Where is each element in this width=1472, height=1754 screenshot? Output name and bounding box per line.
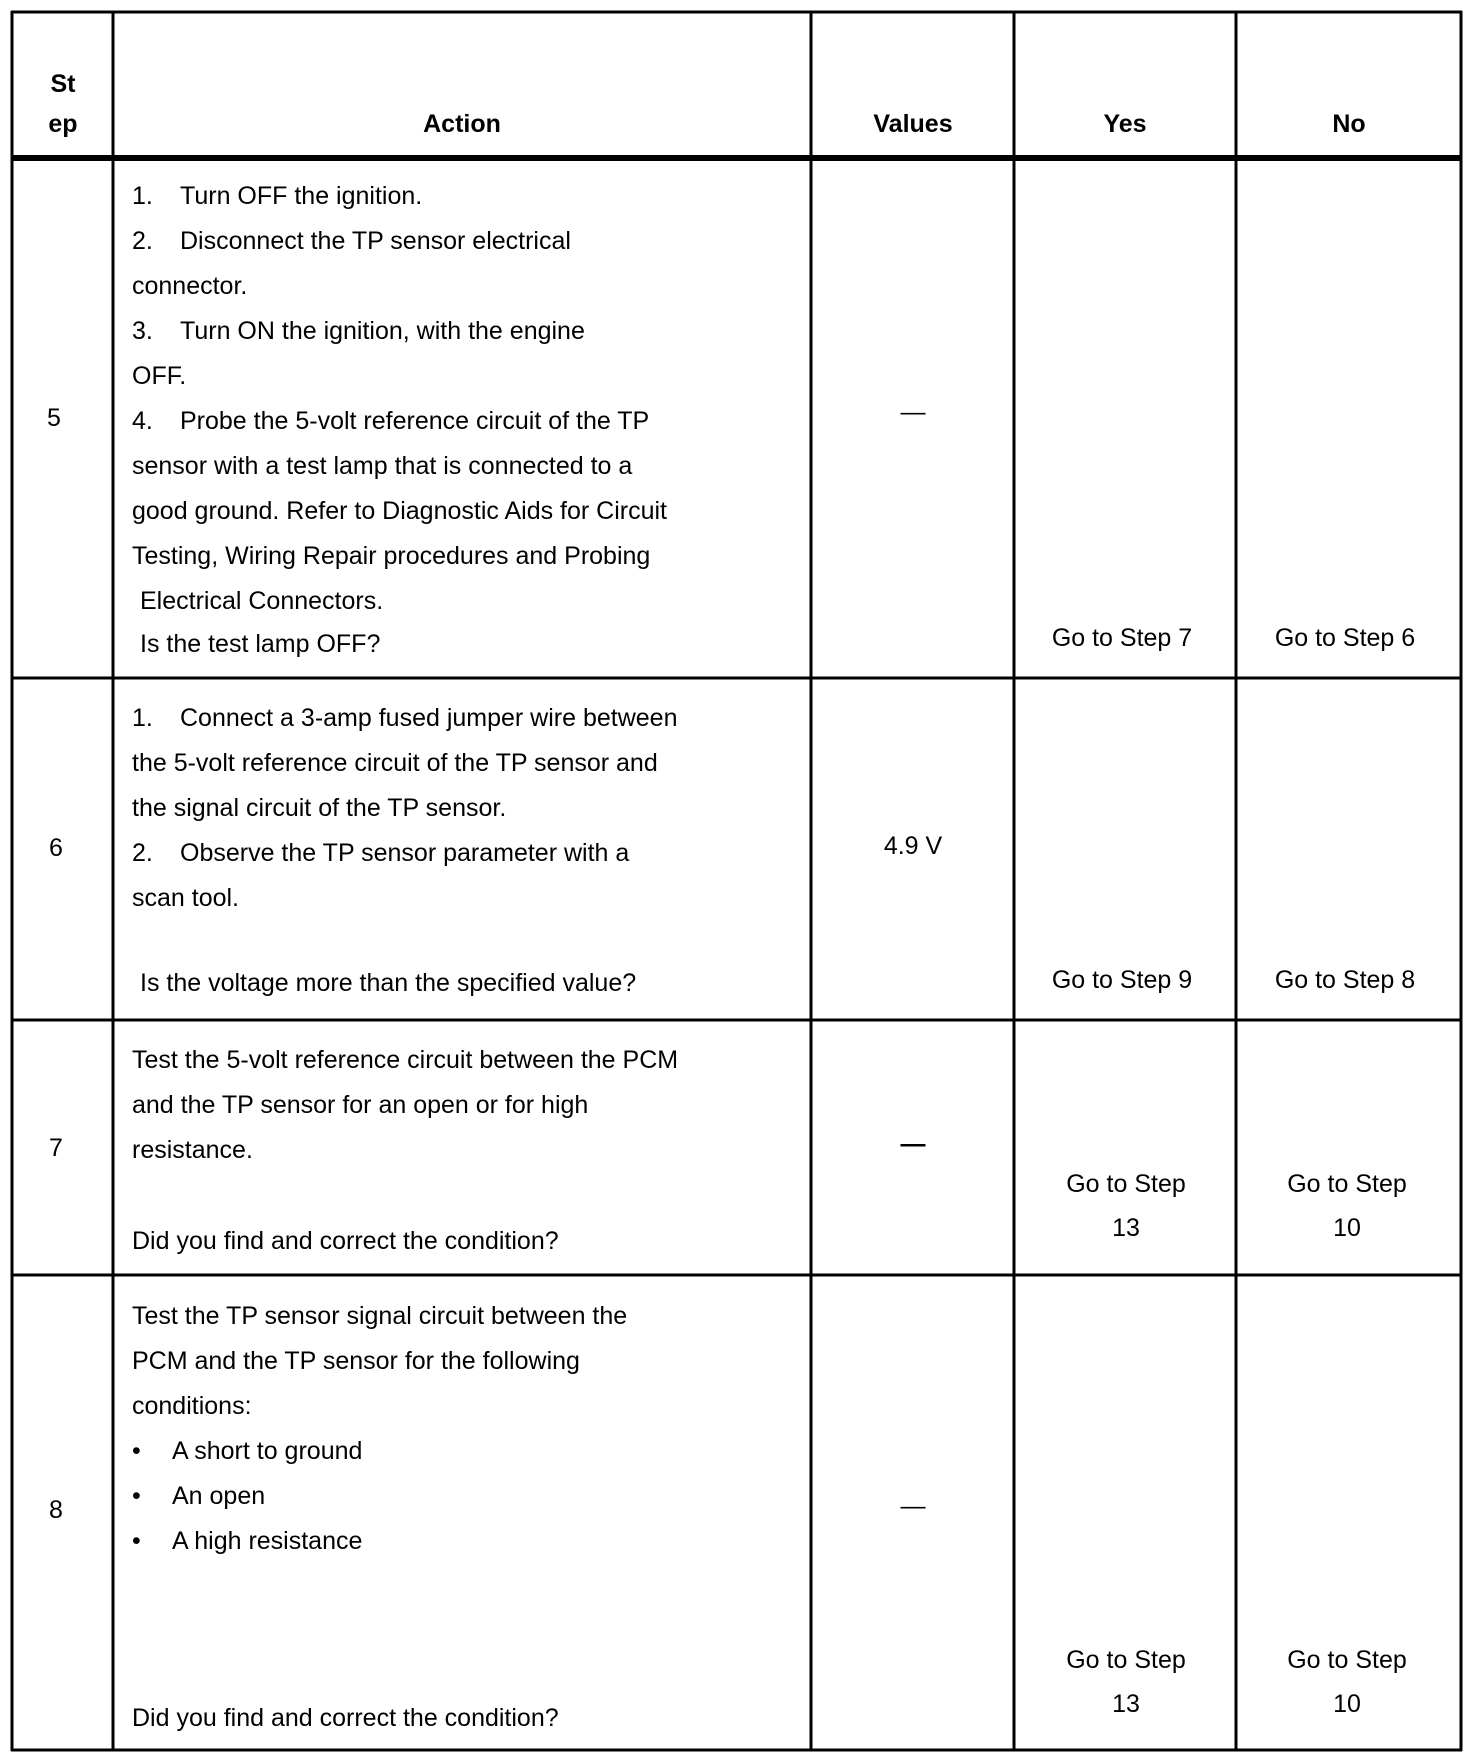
list-item-continued: connector. [132, 272, 248, 300]
action-text [132, 174, 667, 664]
list-item: 2. Observe the TP sensor parameter with a [132, 839, 630, 867]
header-values: Values [873, 110, 953, 138]
bullet-item: • A high resistance [132, 1527, 363, 1555]
bullet-item: • An open [132, 1482, 266, 1510]
step-number: 6 [49, 834, 63, 862]
list-item-continued: the signal circuit of the TP sensor. [132, 794, 507, 822]
list-item: 1. Connect a 3-amp fused jumper wire between [132, 704, 678, 732]
header-yes: Yes [1103, 110, 1147, 138]
no-goto: Go to Step 8 [1274, 966, 1416, 994]
no-goto: Go to Step 6 [1274, 624, 1416, 652]
header-action: Action [423, 110, 501, 138]
list-item-continued: Electrical Connectors. [140, 587, 384, 615]
list-item-continued: scan tool. [132, 884, 240, 912]
no-goto: Go to Step 10 [1287, 1170, 1407, 1242]
list-item-continued: OFF. [132, 362, 187, 390]
list-item-continued: the 5-volt reference circuit of the TP sensor and [132, 749, 658, 777]
question-text: Did you find and correct the condition? [132, 1227, 559, 1255]
action-text: Test the 5-volt reference circuit between the PCM and the TP sensor for an open or for high resistance. Did you find and correct the condition? [132, 1038, 678, 1261]
value-cell: — [900, 1130, 926, 1158]
value-cell: — [900, 1492, 926, 1520]
list-item: 2. Disconnect the TP sensor electrical [132, 227, 571, 255]
value-cell: — [900, 398, 926, 426]
step-number: 5 [47, 404, 61, 432]
value-cell: 4.9 V [883, 832, 943, 860]
list-item-continued: Testing, Wiring Repair procedures and Probing [132, 542, 651, 570]
action-text: Test the TP sensor signal circuit between the PCM and the TP sensor for the following conditions: • A short to ground • An open • A high resistance [132, 1294, 627, 1564]
header-no: No [1332, 110, 1366, 138]
list-item: 4. Probe the 5-volt reference circuit of the TP [132, 407, 650, 435]
yes-goto: Go to Step 9 [1051, 966, 1193, 994]
list-item: 3. Turn ON the ignition, with the engine [132, 317, 585, 345]
action-text [132, 696, 678, 1003]
list-item-continued: good ground. Refer to Diagnostic Aids for Circuit [132, 497, 667, 525]
question-text: Did you find and correct the condition? [132, 1704, 559, 1732]
yes-goto: Go to Step 13 [1066, 1646, 1186, 1718]
no-goto: Go to Step 10 [1287, 1646, 1407, 1718]
yes-goto: Go to Step 13 [1066, 1170, 1186, 1242]
header-step: St ep [48, 70, 78, 138]
step-number: 7 [49, 1134, 63, 1162]
step-number: 8 [49, 1496, 63, 1524]
list-item: 1. Turn OFF the ignition. [132, 182, 423, 210]
list-item-continued: sensor with a test lamp that is connected to a [132, 452, 633, 480]
question-text: Is the test lamp OFF? [140, 630, 381, 658]
yes-goto: Go to Step 7 [1051, 624, 1193, 652]
question-text: Is the voltage more than the specified value? [140, 969, 637, 997]
bullet-item: • A short to ground [132, 1437, 363, 1465]
